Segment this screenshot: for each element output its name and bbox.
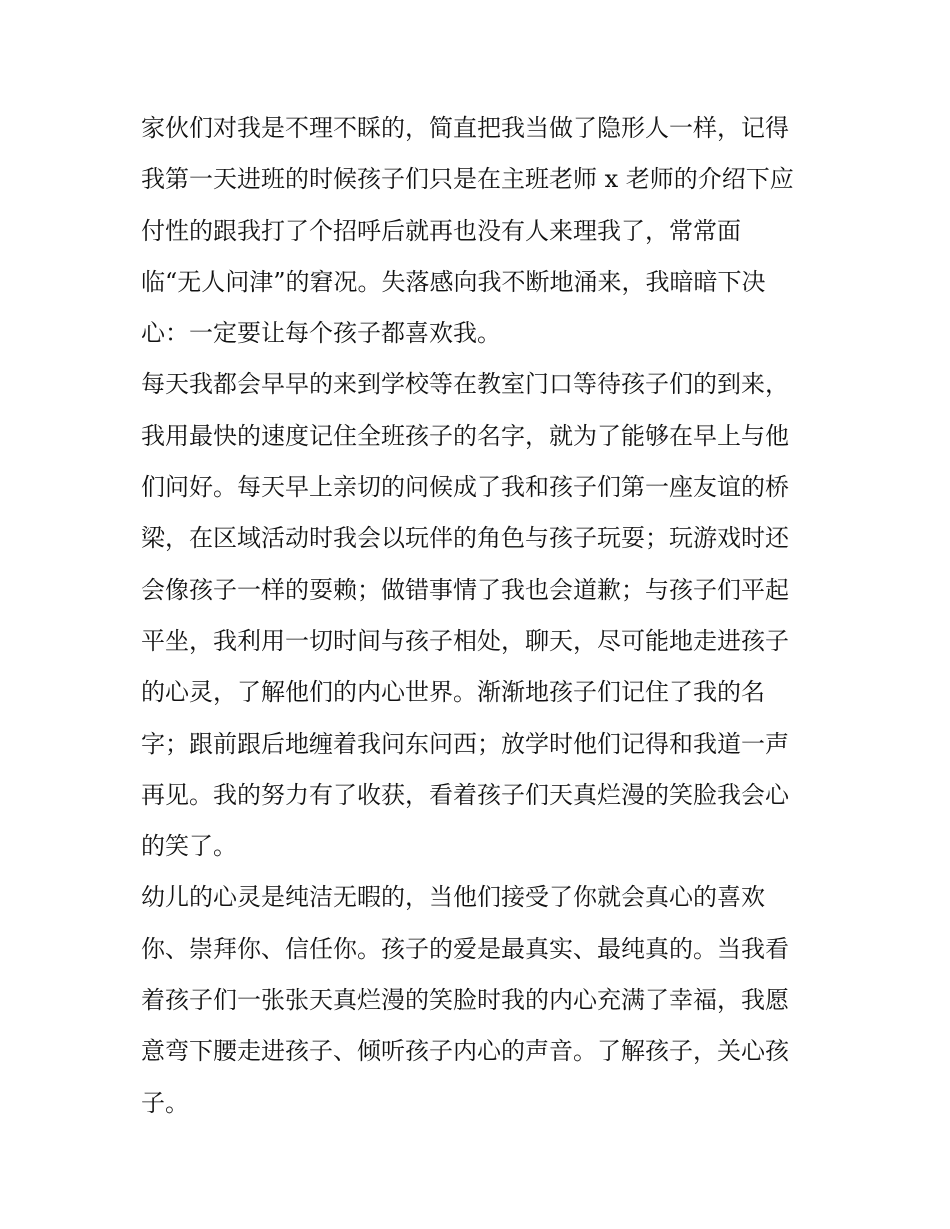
text-line-7: 我用最快的速度记住全班孩子的名字，就为了能够在早上与他 — [141, 421, 789, 450]
text-line-14: 再见。我的努力有了收获，看着孩子们天真烂漫的笑脸我会心 — [141, 780, 789, 809]
text-line-6: 每天我都会早早的来到学校等在教室门口等待孩子们的到来， — [141, 370, 789, 399]
text-line-12: 的心灵，了解他们的内心世界。渐渐地孩子们记住了我的名 — [141, 678, 765, 707]
text-line-20: 子。 — [141, 1088, 189, 1117]
text-line-9: 梁，在区域活动时我会以玩伴的角色与孩子玩耍；玩游戏时还 — [141, 524, 789, 553]
text-line-11: 平坐，我利用一切时间与孩子相处，聊天，尽可能地走进孩子 — [141, 626, 789, 655]
text-line-2: 我第一天进班的时候孩子们只是在主班老师 x 老师的介绍下应 — [141, 165, 794, 194]
text-line-15: 的笑了。 — [141, 832, 237, 861]
text-line-8: 们问好。每天早上亲切的问候成了我和孩子们第一座友谊的桥 — [141, 473, 789, 502]
document-body — [141, 103, 821, 1129]
text-line-3: 付性的跟我打了个招呼后就再也没有人来理我了，常常面 — [141, 216, 741, 245]
text-line-17: 你、崇拜你、信任你。孩子的爱是最真实、最纯真的。当我看 — [141, 934, 789, 963]
text-line-19: 意弯下腰走进孩子、倾听孩子内心的声音。了解孩子，关心孩 — [141, 1037, 789, 1066]
text-line-16: 幼儿的心灵是纯洁无暇的，当他们接受了你就会真心的喜欢 — [141, 883, 765, 912]
text-line-13: 字；跟前跟后地缠着我问东问西；放学时他们记得和我道一声 — [141, 729, 789, 758]
text-line-10: 会像孩子一样的耍赖；做错事情了我也会道歉；与孩子们平起 — [141, 575, 789, 604]
text-line-5: 心：一定要让每个孩子都喜欢我。 — [141, 319, 501, 348]
text-line-4: 临“无人问津”的窘况。失落感向我不断地涌来，我暗暗下决 — [141, 267, 766, 296]
text-line-18: 着孩子们一张张天真烂漫的笑脸时我的内心充满了幸福，我愿 — [141, 986, 789, 1015]
text-line-1: 家伙们对我是不理不睬的，简直把我当做了隐形人一样，记得 — [141, 114, 789, 142]
